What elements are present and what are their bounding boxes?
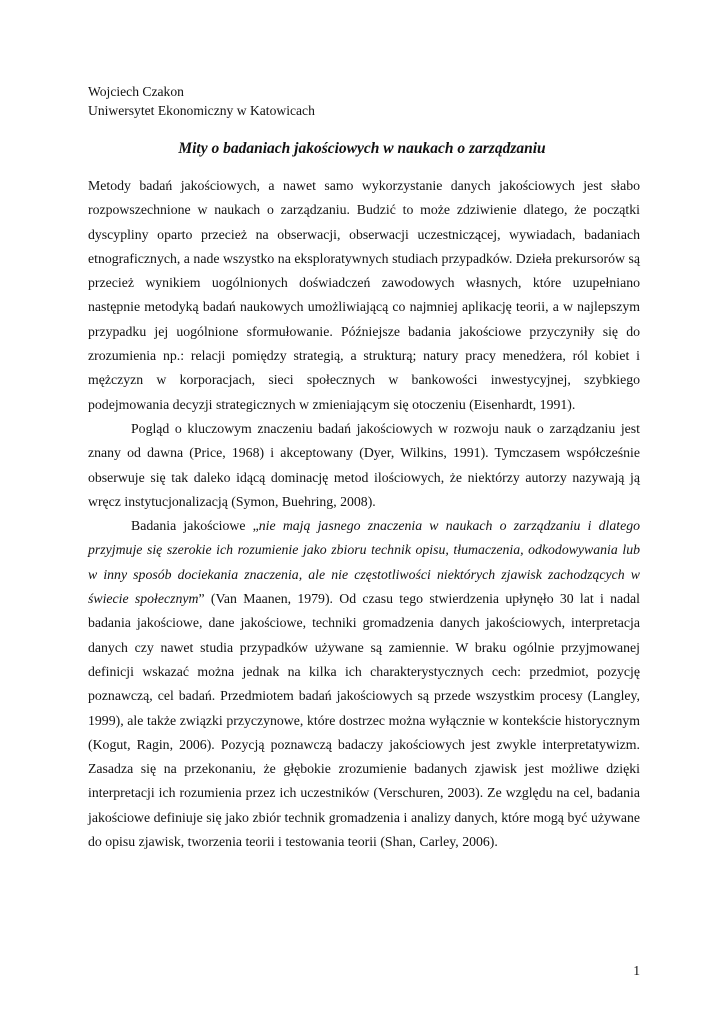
- page-number: 1: [633, 963, 640, 978]
- paragraph-3-rest: ” (Van Maanen, 1979). Od czasu tego stwierdzenia upłynęło 30 lat i nadal badania jakościowe, dane jakościowe, techniki gromadzenia danych jakościowych, interpretacja danych czy nawet studia przypadków używane są zamiennie. W braku ogólnie przyjmowanej definicji wskazać można jednak na kilka ich charakterystycznych cech: przedmiot, pozycję poznawczą, cel badań. Przedmiotem badań jakościowych są przede wszystkim procesy (Langley, 1999), ale także związki przyczynowe, które dostrzec można wyłącznie w kontekście historycznym (Kogut, Ragin, 2006). Pozycją poznawczą badaczy jakościowych jest zwykle interpretatywizm. Zasadza się na przekonaniu, że głębokie zrozumienie badanych zjawisk jest możliwe dzięki interpretacji ich rozumienia przez ich uczestników (Verschuren, 2003). Ze względu na cel, badania jakościowe definiuje się jako zbiór technik gromadzenia i analizy danych, które mogą być używane do opisu zjawisk, tworzenia teorii i testowania teorii (Shan, Carley, 2006).: [88, 591, 640, 850]
- paragraph-3-lead: Badania jakościowe „: [131, 518, 259, 534]
- paragraph-2: Pogląd o kluczowym znaczeniu badań jakościowych w rozwoju nauk o zarządzaniu jest znany od dawna (Price, 1968) i akceptowany (Dyer, Wilkins, 1991). Tymczasem współcześnie obserwuje się tak daleko idącą dominację metod ilościowych, że niektórzy autorzy nazywają ją wręcz instytucjonalizacją (Symon, Buehring, 2008).: [88, 420, 640, 509]
- author-name: Wojciech Czakon: [88, 84, 184, 99]
- author-affiliation: Uniwersytet Ekonomiczny w Katowicach: [88, 103, 315, 118]
- paragraph-3: [88, 514, 640, 854]
- paragraph-3-quote: nie mają jasnego znaczenia w naukach o zarządzaniu i dlatego przyjmuje się szerokie ich rozumienie jako zbioru technik opisu, tłumaczenia, odkodowywania lub w inny sposób dociekania znaczenia, ale nie częstotliwości niektórych zjawisk zachodzących w świecie społecznym: [88, 518, 640, 607]
- paragraph-1: Metody badań jakościowych, a nawet samo wykorzystanie danych jakościowych jest słabo rozpowszechnione w naukach o zarządzaniu. Budzić to może zdziwienie dlatego, że początki dyscypliny oparto przecież na obserwacji, obserwacji uczestniczącej, wywiadach, badaniach etnograficznych, a nade wszystko na eksploratywnych studiach przypadków. Dzieła prekursorów są przecież wynikiem uogólnionych doświadczeń zawodowych własnych, które uzupełniano następnie metodyką badań naukowych umożliwiającą co najmniej aplikację teorii, a w najlepszym przypadku jej uogólnione sformułowanie. Późniejsze badania jakościowe przyczyniły się do zrozumienia np.: relacji pomiędzy strategią, a strukturą; natury pracy menedżera, ról kobiet i mężczyzn w korporacjach, sieci społecznych w bankowości inwestycyjnej, szybkiego podejmowania decyzji strategicznych w zmieniającym się otoczeniu (Eisenhardt, 1991).: [88, 178, 640, 412]
- document-body: [88, 174, 640, 854]
- document-title: Mity o badaniach jakościowych w naukach o zarządzaniu: [178, 140, 546, 157]
- author-block: [88, 82, 315, 120]
